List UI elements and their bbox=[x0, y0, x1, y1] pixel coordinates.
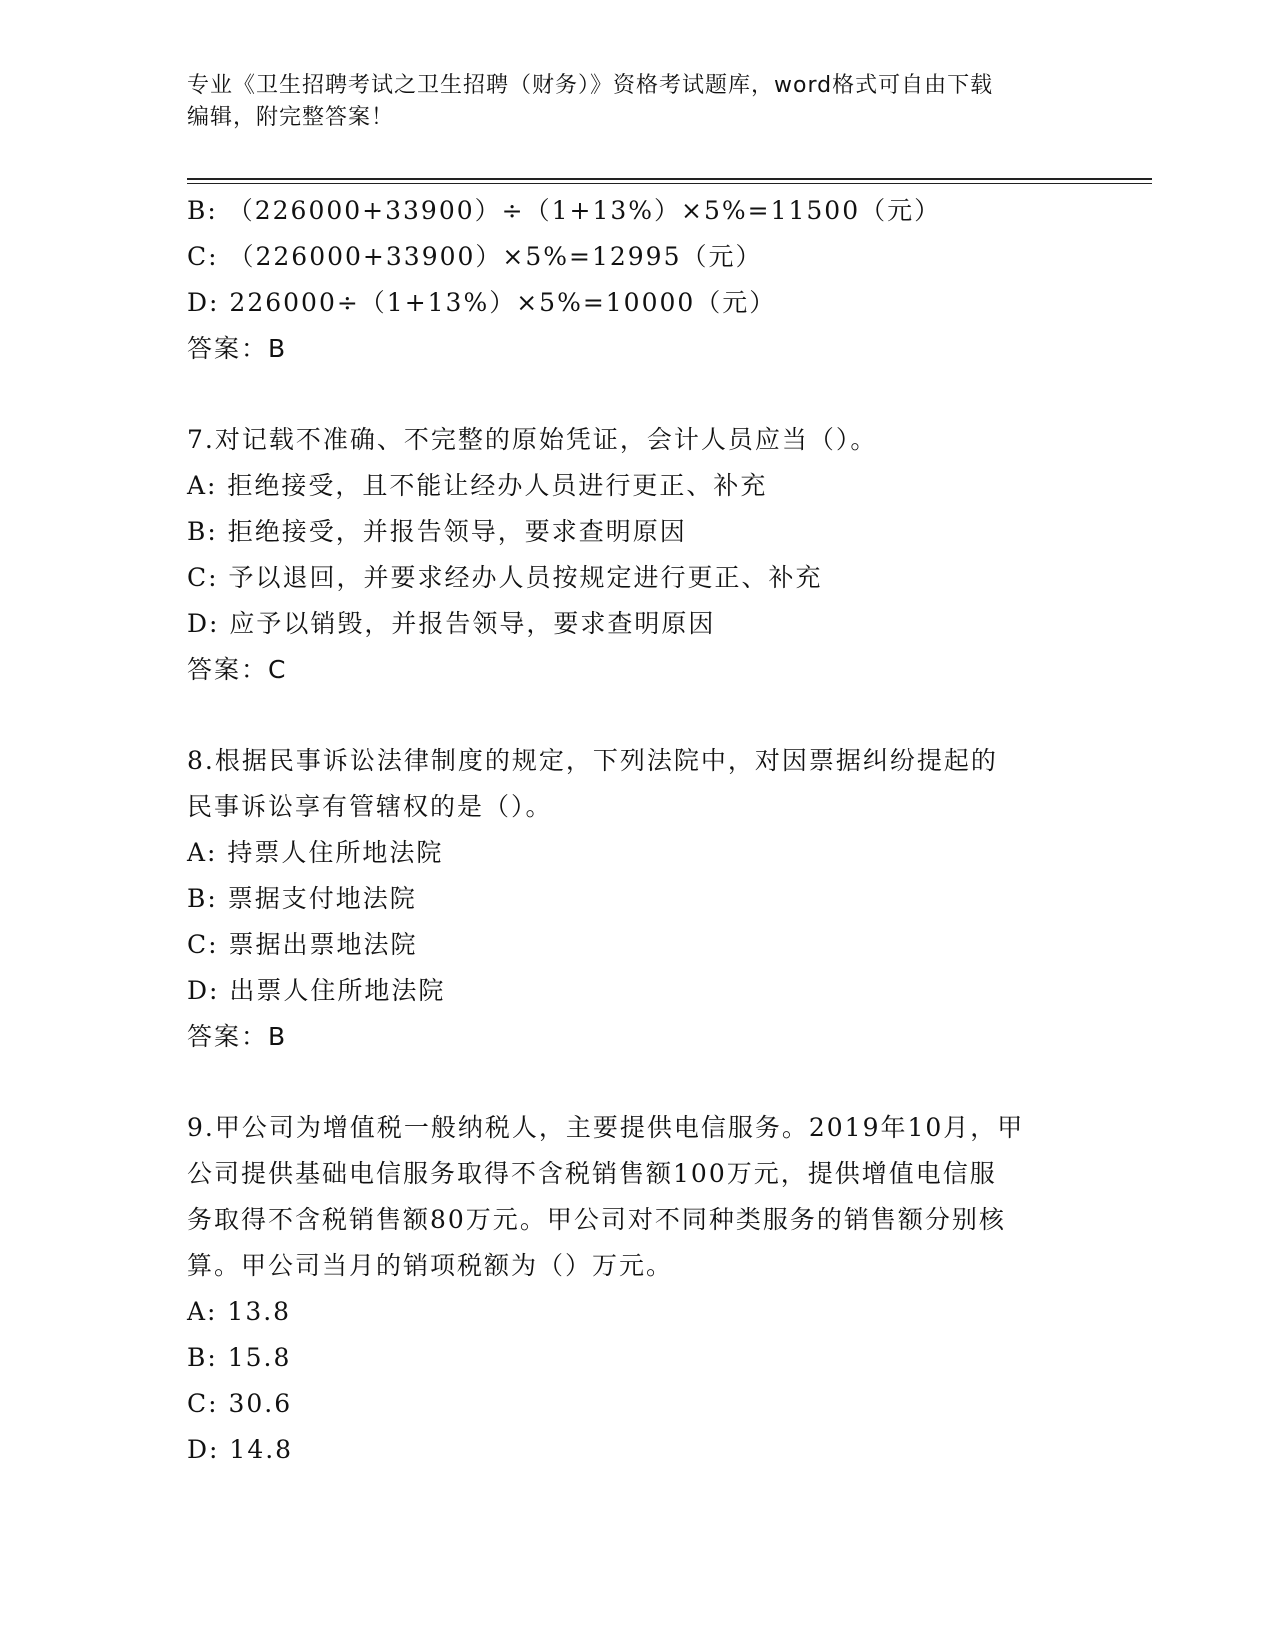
question-9 bbox=[187, 1105, 1087, 1473]
answer: 答案：B bbox=[187, 1022, 288, 1051]
question-stem-line-2: 民事诉讼享有管辖权的是（）。 bbox=[187, 792, 553, 821]
header-divider-thin bbox=[187, 183, 1152, 184]
question-stem-line-2: 公司提供基础电信服务取得不含税销售额100万元，提供增值电信服 bbox=[187, 1159, 997, 1188]
document-header bbox=[187, 70, 1067, 134]
option-b: B: 拒绝接受，并报告领导，要求查明原因 bbox=[187, 517, 687, 546]
option-a: A: 持票人住所地法院 bbox=[187, 838, 444, 867]
option-b: B: 票据支付地法院 bbox=[187, 884, 417, 913]
option-c: C: 予以退回，并要求经办人员按规定进行更正、补充 bbox=[187, 563, 823, 592]
question-8 bbox=[187, 738, 1087, 1060]
option-b: B: （226000+33900）÷（1+13%）×5%=11500（元） bbox=[187, 196, 942, 225]
question-6 bbox=[187, 188, 1087, 372]
option-c: C: 票据出票地法院 bbox=[187, 930, 418, 959]
question-stem-line-3: 务取得不含税销售额80万元。甲公司对不同种类服务的销售额分别核 bbox=[187, 1205, 1006, 1234]
header-line-2: 编辑，附完整答案！ bbox=[187, 105, 395, 130]
option-b: B: 15.8 bbox=[187, 1343, 292, 1372]
question-stem: 7.对记载不准确、不完整的原始凭证，会计人员应当（）。 bbox=[187, 425, 878, 454]
question-stem-line-4: 算。甲公司当月的销项税额为（）万元。 bbox=[187, 1251, 674, 1280]
option-a: A: 13.8 bbox=[187, 1297, 292, 1326]
question-stem-line-1: 9.甲公司为增值税一般纳税人，主要提供电信服务。2019年10月，甲 bbox=[187, 1113, 1025, 1142]
option-d: D: 应予以销毁，并报告领导，要求查明原因 bbox=[187, 609, 716, 638]
option-d: D: 226000÷（1+13%）×5%=10000（元） bbox=[187, 288, 777, 317]
header-line-1: 专业《卫生招聘考试之卫生招聘（财务）》资格考试题库，word格式可自由下载 bbox=[187, 73, 994, 98]
option-c: C: （226000+33900）×5%=12995（元） bbox=[187, 242, 763, 271]
question-7 bbox=[187, 417, 1087, 693]
answer: 答案：B bbox=[187, 334, 288, 363]
option-d: D: 出票人住所地法院 bbox=[187, 976, 446, 1005]
question-list bbox=[187, 188, 1087, 1473]
option-c: C: 30.6 bbox=[187, 1389, 293, 1418]
header-divider-thick bbox=[187, 178, 1152, 180]
option-a: A: 拒绝接受，且不能让经办人员进行更正、补充 bbox=[187, 471, 768, 500]
answer: 答案：C bbox=[187, 655, 288, 684]
question-stem-line-1: 8.根据民事诉讼法律制度的规定，下列法院中，对因票据纠纷提起的 bbox=[187, 746, 998, 775]
option-d: D: 14.8 bbox=[187, 1435, 294, 1464]
